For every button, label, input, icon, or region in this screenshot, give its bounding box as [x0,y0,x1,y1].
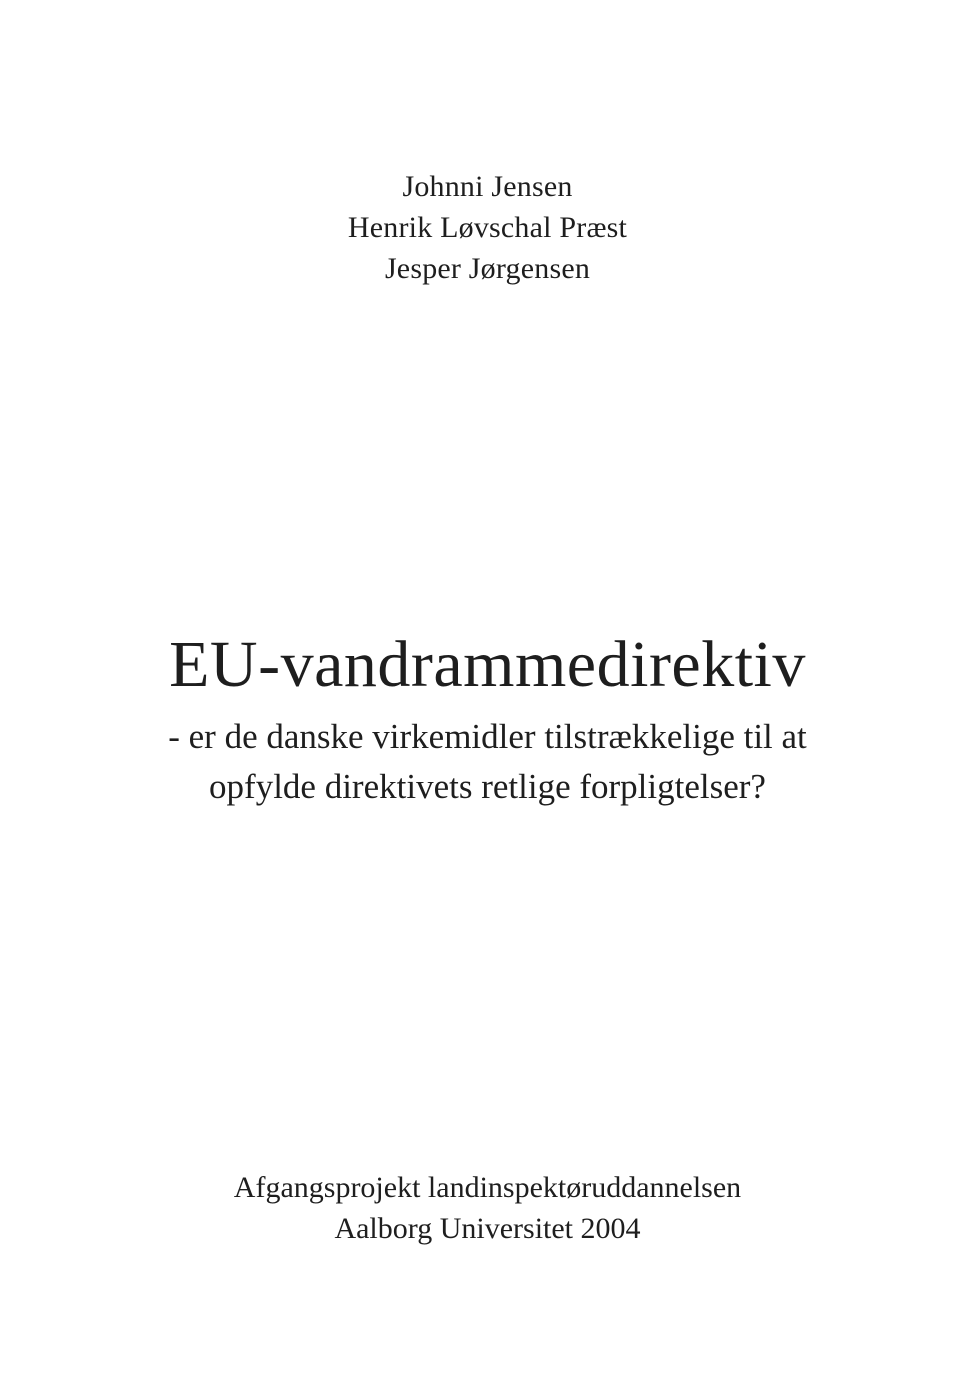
subtitle-line-2: opfylde direktivets retlige forpligtelser? [209,767,766,806]
footer-block [0,1167,975,1249]
authors-block [0,166,975,289]
document-title: EU-vandrammedirektiv [169,628,806,701]
footer-project-line: Afgangsprojekt landinspektøruddannelsen [233,1171,742,1204]
author-name-1: Johnni Jensen [402,170,573,203]
subtitle-line-1: - er de danske virkemidler tilstrækkelige til at [168,717,807,756]
author-name-2: Henrik Løvschal Præst [347,211,628,244]
footer-university-line: Aalborg Universitet 2004 [334,1212,641,1245]
author-name-3: Jesper Jørgensen [384,252,591,285]
document-subtitle [0,712,975,812]
title-block [0,626,975,812]
